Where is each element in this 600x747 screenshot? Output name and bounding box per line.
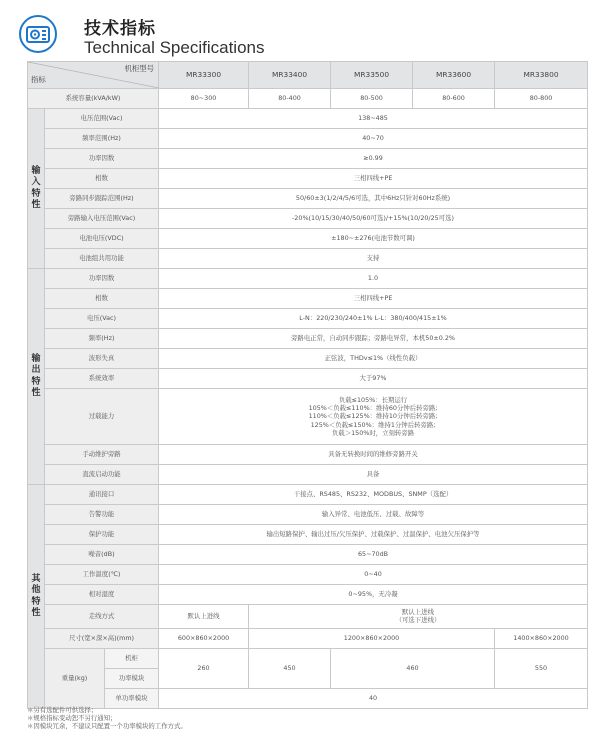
table-row bbox=[28, 465, 588, 485]
cell-value: 具备无转换时间的维修旁路开关 bbox=[159, 445, 588, 465]
page-title-en: Technical Specifications bbox=[84, 38, 265, 57]
cell-value: 具备 bbox=[159, 465, 588, 485]
cell-value: 输出短路保护、输出过压/欠压保护、过载保护、过温保护、电池欠压保护等 bbox=[159, 525, 588, 545]
row-label: 重量(kg) bbox=[45, 649, 105, 709]
corner-model-label: 机柜型号 bbox=[124, 64, 155, 73]
row-label: 波形失真 bbox=[45, 349, 159, 369]
row-label: 相对湿度 bbox=[45, 585, 159, 605]
table-row bbox=[28, 229, 588, 249]
row-label: 直流启动功能 bbox=[45, 465, 159, 485]
footnote: ＊因模块冗余，不建议只配置一个功率模块的工作方式。 bbox=[27, 722, 187, 730]
cell-value: 50/60±3(1/2/4/5/6可选，其中6Hz只针对60Hz系统) bbox=[159, 189, 588, 209]
table-row bbox=[28, 269, 588, 289]
table-row bbox=[28, 169, 588, 189]
cabinet-gear-icon bbox=[18, 14, 58, 54]
table-row bbox=[28, 545, 588, 565]
overload-line: 负载＞150%时，立刻转旁路 bbox=[331, 428, 415, 437]
cell-value: 40 bbox=[159, 689, 588, 709]
overload-line: 125%＜负载≤150%：维持1分钟后转旁路; bbox=[310, 420, 436, 429]
table-row bbox=[28, 129, 588, 149]
weight-sub-label: 机柜 bbox=[105, 649, 159, 669]
row-label: 尺寸(宽×深×高)(mm) bbox=[45, 629, 159, 649]
cell-value: 0~40 bbox=[159, 565, 588, 585]
row-label: 频率(Hz) bbox=[45, 329, 159, 349]
row-label: 电池组共用功能 bbox=[45, 249, 159, 269]
table-row bbox=[28, 525, 588, 545]
overload-cell bbox=[159, 389, 588, 445]
cell-value: 460 bbox=[331, 649, 495, 689]
spec-table bbox=[27, 61, 588, 709]
footnote: ＊规格指标变动恕不另行通知； bbox=[27, 714, 117, 722]
row-label: 噪音(dB) bbox=[45, 545, 159, 565]
row-label: 通讯接口 bbox=[45, 485, 159, 505]
overload-line: 负载≤105%：长期运行 bbox=[338, 395, 408, 404]
cell-value: 550 bbox=[495, 649, 588, 689]
overload-line: 105%＜负载≤110%：维持60分钟后转旁路; bbox=[308, 404, 438, 412]
cell-value: 80-800 bbox=[495, 89, 588, 109]
row-label: 功率因数 bbox=[45, 269, 159, 289]
section-output: 输 出 特 性 bbox=[28, 269, 45, 485]
page-header bbox=[0, 0, 600, 62]
cell-value: 1.0 bbox=[159, 269, 588, 289]
row-label: 过载能力 bbox=[45, 389, 159, 445]
footnote: ＊另有选配件可供选择； bbox=[27, 706, 98, 714]
cell-value: 65~70dB bbox=[159, 545, 588, 565]
row-label: 相数 bbox=[45, 169, 159, 189]
cell-value: 1200×860×2000 bbox=[249, 629, 495, 649]
cell-value: -20%(10/15/30/40/50/60可选)/+15%(10/20/25可选) bbox=[159, 209, 588, 229]
cell-value: 默认上进线 bbox=[159, 605, 249, 629]
row-label: 系统效率 bbox=[45, 369, 159, 389]
row-label: 系统容量(kVA/kW) bbox=[28, 89, 159, 109]
table-row bbox=[28, 445, 588, 465]
row-label: 手动维护旁路 bbox=[45, 445, 159, 465]
cell-value: 三相四线+PE bbox=[159, 169, 588, 189]
row-label: 频率范围(Hz) bbox=[45, 129, 159, 149]
cell-value: 0~95%，无冷凝 bbox=[159, 585, 588, 605]
table-row bbox=[28, 505, 588, 525]
row-label: 走线方式 bbox=[45, 605, 159, 629]
model-header-row bbox=[28, 62, 588, 89]
row-label: 功率因数 bbox=[45, 149, 159, 169]
model-header: MR33600 bbox=[413, 62, 495, 89]
table-row bbox=[28, 369, 588, 389]
row-label: 电压范围(Vac) bbox=[45, 109, 159, 129]
model-header: MR33500 bbox=[331, 62, 413, 89]
table-row bbox=[28, 349, 588, 369]
capacity-row bbox=[28, 89, 588, 109]
cell-value: 1400×860×2000 bbox=[495, 629, 588, 649]
row-label: 电池电压(VDC) bbox=[45, 229, 159, 249]
cell-value: 450 bbox=[249, 649, 331, 689]
table-row bbox=[28, 109, 588, 129]
weight-sub-label: 单功率模块 bbox=[105, 689, 159, 709]
table-row bbox=[28, 565, 588, 585]
footnotes bbox=[27, 706, 187, 730]
page-title-cn: 技术指标 bbox=[84, 19, 156, 39]
row-label: 相数 bbox=[45, 289, 159, 309]
corner-cell bbox=[28, 62, 159, 89]
weight-sub-label: 功率模块 bbox=[105, 669, 159, 689]
overload-line: 110%＜负载≤125%：维持10分钟后转旁路; bbox=[308, 412, 438, 421]
cell-value: ±180~±276(电池节数可调) bbox=[159, 229, 588, 249]
cell-value: 三相四线+PE bbox=[159, 289, 588, 309]
model-header: MR33300 bbox=[159, 62, 249, 89]
cell-value: 旁路电正常，自动同步跟踪；旁路电异常，本机50±0.2% bbox=[159, 329, 588, 349]
cell-value: 40~70 bbox=[159, 129, 588, 149]
cell-value: ≥0.99 bbox=[159, 149, 588, 169]
row-label: 工作温度(℃) bbox=[45, 565, 159, 585]
table-row bbox=[28, 585, 588, 605]
wiring-line: 默认上进线 bbox=[402, 607, 434, 616]
wiring-rest-cell bbox=[249, 605, 588, 629]
table-row bbox=[28, 485, 588, 505]
wiring-row bbox=[28, 605, 588, 629]
cell-value: 260 bbox=[159, 649, 249, 689]
row-label: 告警功能 bbox=[45, 505, 159, 525]
table-row bbox=[28, 149, 588, 169]
cell-value: 干接点、RS485、RS232、MODBUS、SNMP（选配） bbox=[159, 485, 588, 505]
row-label: 保护功能 bbox=[45, 525, 159, 545]
wiring-line: （可选下进线） bbox=[395, 615, 441, 624]
table-row bbox=[28, 289, 588, 309]
cell-value: 600×860×2000 bbox=[159, 629, 249, 649]
cell-value: 80-600 bbox=[413, 89, 495, 109]
table-row bbox=[28, 209, 588, 229]
table-row bbox=[28, 389, 588, 445]
spec-table-wrapper bbox=[27, 61, 587, 709]
table-row bbox=[28, 329, 588, 349]
table-row bbox=[28, 249, 588, 269]
cell-value: 80-500 bbox=[331, 89, 413, 109]
table-row bbox=[28, 189, 588, 209]
row-label: 旁路同步跟踪范围(Hz) bbox=[45, 189, 159, 209]
cell-value: 80~300 bbox=[159, 89, 249, 109]
weight-row bbox=[28, 649, 588, 669]
row-label: 电压(Vac) bbox=[45, 309, 159, 329]
section-other: 其 他 特 性 bbox=[28, 485, 45, 709]
cell-value: 正弦波，THDv≤1%（线性负载） bbox=[159, 349, 588, 369]
cell-value: 大于97% bbox=[159, 369, 588, 389]
table-row bbox=[28, 309, 588, 329]
row-label: 旁路输入电压范围(Vac) bbox=[45, 209, 159, 229]
size-row bbox=[28, 629, 588, 649]
cell-value: 支持 bbox=[159, 249, 588, 269]
cell-value: 138~485 bbox=[159, 109, 588, 129]
cell-value: 80-400 bbox=[249, 89, 331, 109]
model-header: MR33800 bbox=[495, 62, 588, 89]
cell-value: 输入异常、电池低压、过载、故障等 bbox=[159, 505, 588, 525]
section-input: 输 入 特 性 bbox=[28, 109, 45, 269]
model-header: MR33400 bbox=[249, 62, 331, 89]
cell-value: L-N：220/230/240±1% L-L：380/400/415±1% bbox=[159, 309, 588, 329]
corner-index-label: 指标 bbox=[31, 75, 46, 85]
